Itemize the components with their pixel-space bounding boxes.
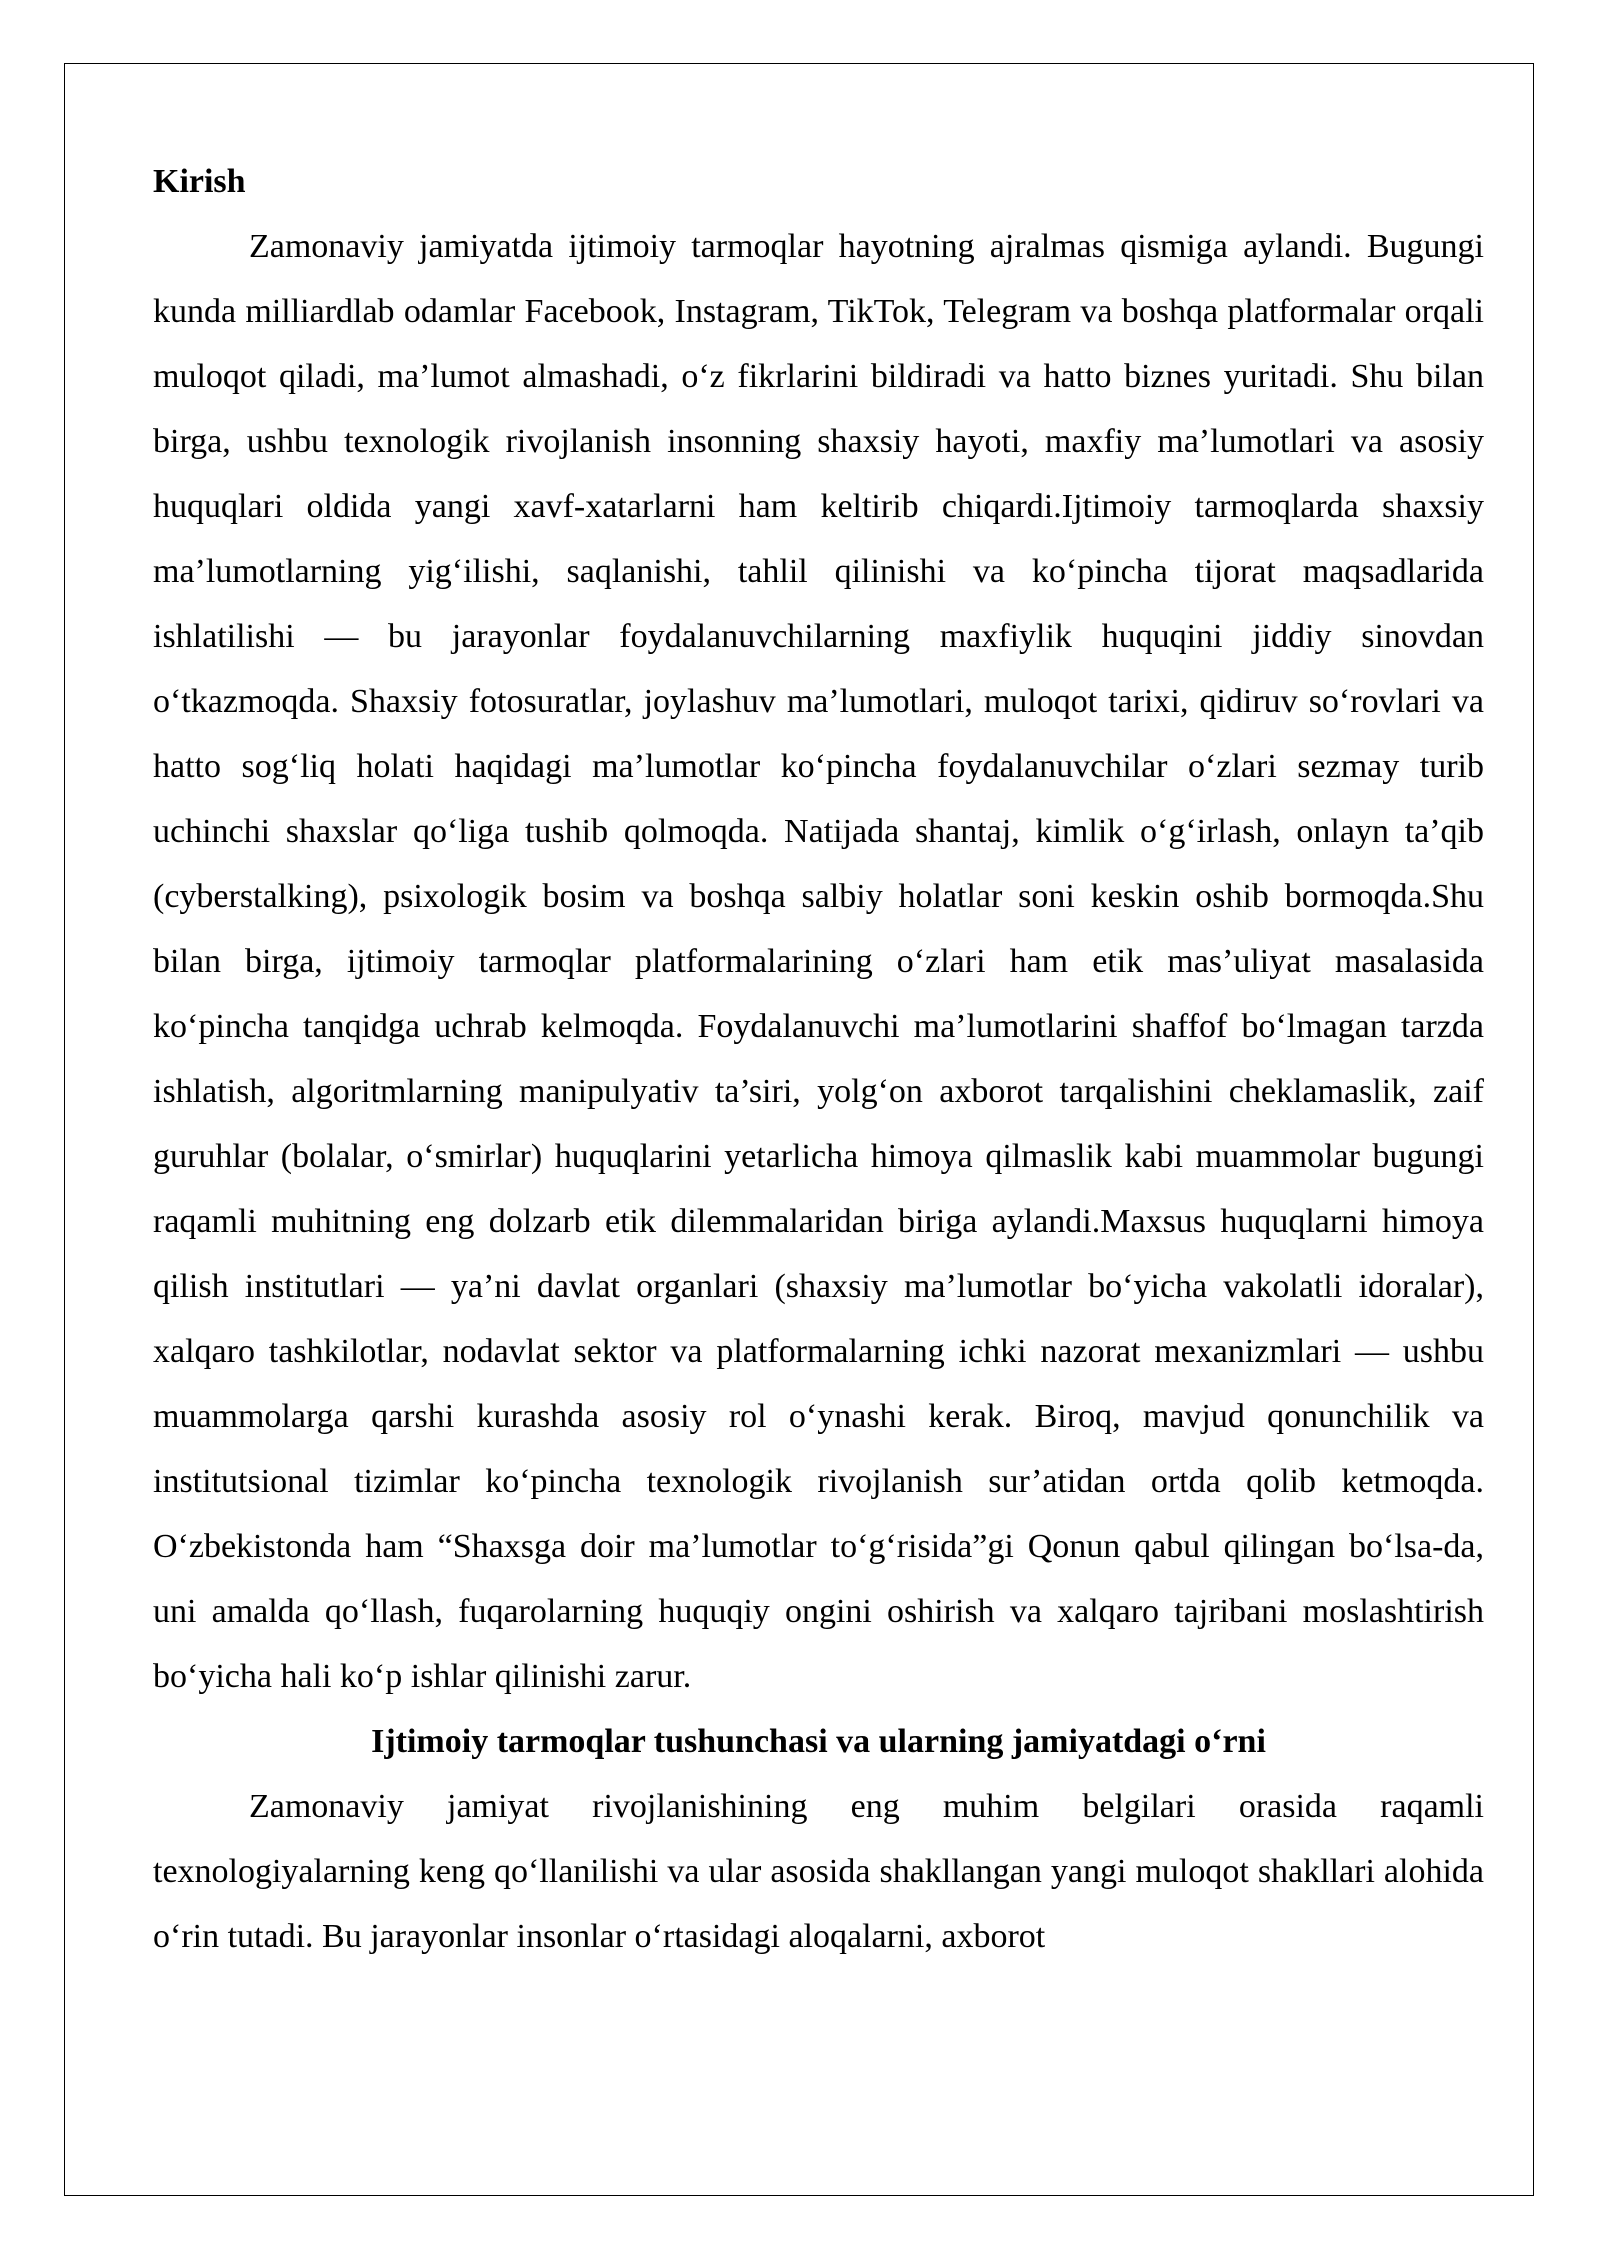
intro-paragraph: Zamonaviy jamiyatda ijtimoiy tarmoqlar hayotning ajralmas qismiga aylandi. Bugungi kunda milliardlab odamlar Facebook, Instagram, TikTok, Telegram va boshqa platformalar orqali muloqot qiladi, ma’lumot almashadi, o‘z fikrlarini bildiradi va hatto biznes yuritadi. Shu bilan birga, ushbu texnologik rivojlanish insonning shaxsiy hayoti, maxfiy ma’lumotlari va asosiy huquqlari oldida yangi xavf-xatarlarni ham keltirib chiqardi.Ijtimoiy tarmoqlarda shaxsiy ma’lumotlarning yig‘ilishi, saqlanishi, tahlil qilinishi va ko‘pincha tijorat maqsadlarida ishlatilishi — bu jarayonlar foydalanuvchilarning maxfiylik huquqini jiddiy sinovdan o‘tkazmoqda. Shaxsiy fotosuratlar, joylashuv ma’lumotlari, muloqot tarixi, qidiruv so‘rovlari va hatto sog‘liq holati haqidagi ma’lumotlar ko‘pincha foydalanuvchilar o‘zlari sezmay turib uchinchi shaxslar qo‘liga tushib qolmoqda. Natijada shantaj, kimlik o‘g‘irlash, onlayn ta’qib (cyberstalking), psixologik bosim va boshqa salbiy holatlar soni keskin oshib bormoqda.Shu bilan birga, ijtimoiy tarmoqlar platformalarining o‘zlari ham etik mas’uliyat masalasida ko‘pincha tanqidga uchrab kelmoqda. Foydalanuvchi ma’lumotlarini shaffof bo‘lmagan tarzda ishlatish, algoritmlarning manipulyativ ta’siri, yolg‘on axborot tarqalishini cheklamaslik, zaif guruhlar (bolalar, o‘smirlar) huquqlarini yetarlicha himoya qilmaslik kabi muammolar bugungi raqamli muhitning eng dolzarb etik dilemmalaridan biriga aylandi.Maxsus huquqlarni himoya qilish institutlari — ya’ni davlat organlari (shaxsiy ma’lumotlar bo‘yicha vakolatli idoralar), xalqaro tashkilotlar, nodavlat sektor va platformalarning ichki nazorat mexanizmlari — ushbu muammolarga qarshi kurashda asosiy rol o‘ynashi kerak. Biroq, mavjud qonunchilik va institutsional tizimlar ko‘pincha texnologik rivojlanish sur’atidan ortda qolib ketmoqda. O‘zbekistonda ham “Shaxsga doir ma’lumotlar to‘g‘risida”gi Qonun qabul qilingan bo‘lsa-da, uni amalda qo‘llash, fuqarolarning huquqiy ongini oshirish va xalqaro tajribani moslashtirish bo‘yicha hali ko‘p ishlar qilinishi zarur. [153, 228, 1484, 1695]
section-paragraph: Zamonaviy jamiyat rivojlanishining eng muhim belgilari orasida raqamli texnologiyalarning keng qo‘llanilishi va ular asosida shakllangan yangi muloqot shakllari alohida o‘rin tutadi. Bu jarayonlar insonlar o‘rtasidagi aloqalarni, axborot [153, 1788, 1484, 1955]
section-heading: Ijtimoiy tarmoqlar tushunchasi va ularning jamiyatdagi o‘rni [371, 1723, 1266, 1760]
intro-heading: Kirish [153, 163, 246, 200]
document-body [153, 149, 1484, 1969]
